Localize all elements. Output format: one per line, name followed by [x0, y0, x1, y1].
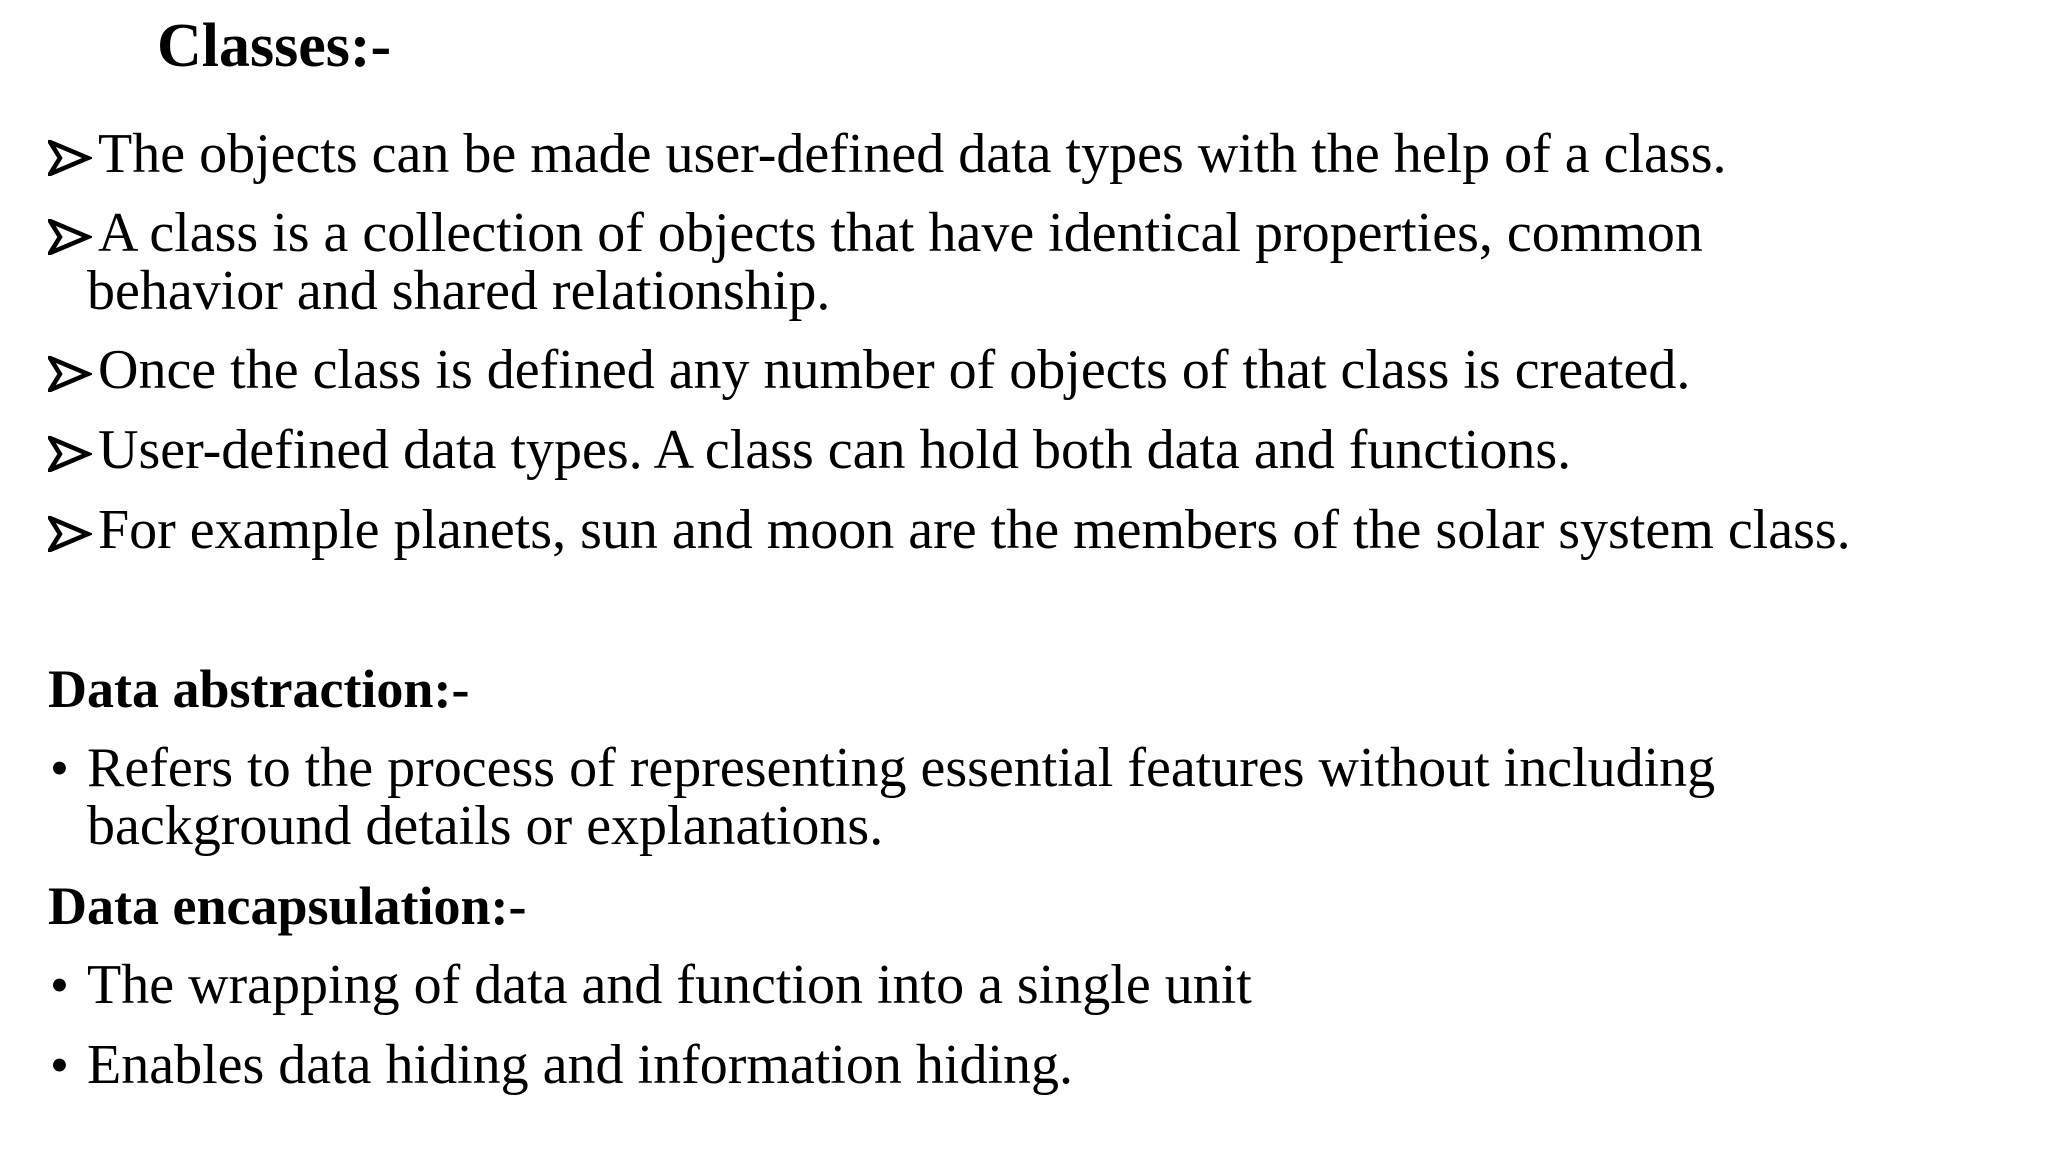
- arrowhead-bullet-icon: [48, 204, 92, 255]
- list-item-text: The objects can be made user-defined data types with the help of a class.: [98, 123, 1727, 185]
- list-item-text: User-defined data types. A class can hold both data and functions.: [98, 419, 1572, 481]
- bullet-marker: •: [50, 955, 69, 1015]
- list-item-text: Refers to the process of representing essential features without including: [87, 737, 1716, 799]
- list-item-text-continued: behavior and shared relationship.: [87, 260, 831, 322]
- section-heading-encapsulation: Data encapsulation:-: [48, 876, 527, 936]
- bullet-marker: •: [50, 1035, 69, 1095]
- list-item-text: A class is a collection of objects that have identical properties, common: [98, 202, 1703, 264]
- arrowhead-bullet-icon: [48, 501, 92, 552]
- list-item-text-continued: background details or explanations.: [87, 795, 884, 857]
- section-heading-abstraction: Data abstraction:-: [48, 659, 470, 719]
- list-item-text: Enables data hiding and information hiding.: [87, 1034, 1074, 1096]
- bullet-marker: •: [50, 738, 69, 798]
- list-item-text: For example planets, sun and moon are the members of the solar system class.: [98, 499, 1851, 561]
- arrowhead-bullet-icon: [48, 125, 92, 176]
- arrowhead-bullet-icon: [48, 421, 92, 472]
- arrowhead-bullet-icon: [48, 341, 92, 392]
- slide-title: Classes:-: [157, 12, 392, 80]
- list-item-text: The wrapping of data and function into a single unit: [87, 954, 1252, 1016]
- list-item-text: Once the class is defined any number of objects of that class is created.: [98, 339, 1691, 401]
